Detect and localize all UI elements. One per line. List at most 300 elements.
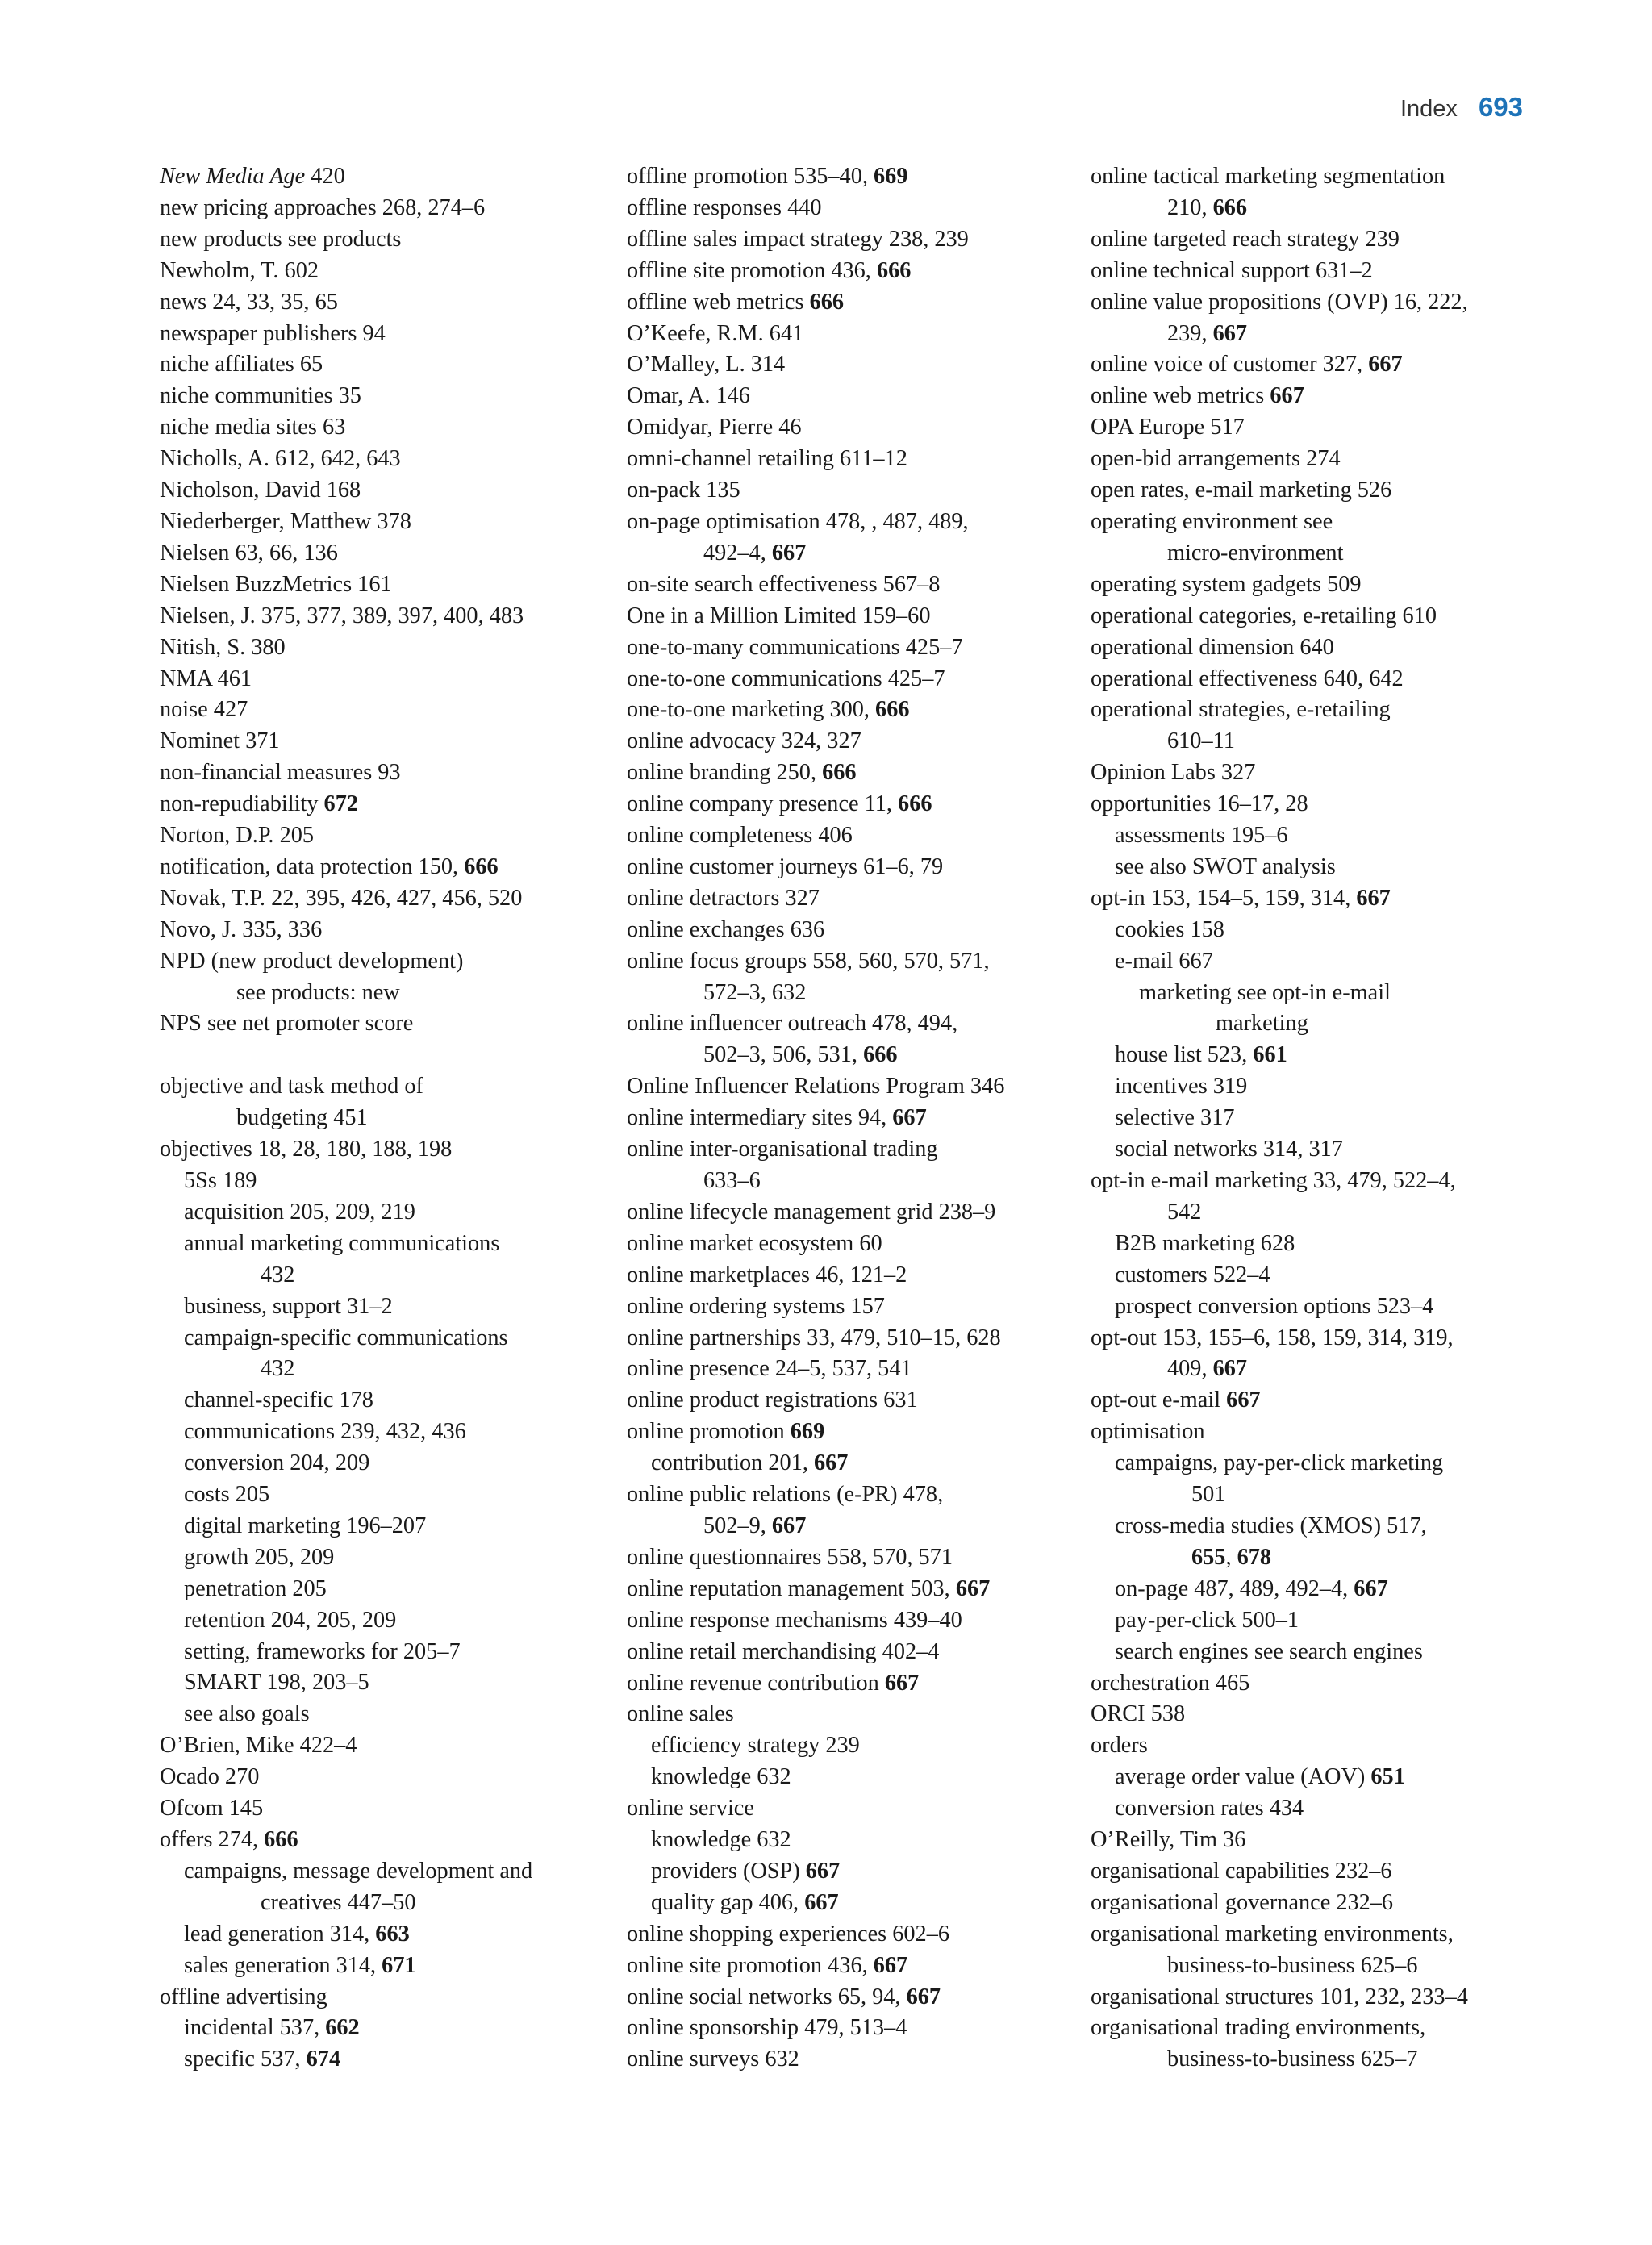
index-entry [627,1637,1078,1668]
index-entry [627,664,1078,695]
index-text: organisational capabilities 232–6 [1091,1858,1392,1884]
index-text: acquisition 205, 209, 219 [184,1199,415,1225]
index-entry [627,1668,1078,1700]
index-text: news 24, 33, 35, 65 [160,289,338,315]
index-entry [627,349,1078,381]
index-text: on-pack 135 [627,478,740,503]
index-text: objectives 18, 28, 180, 188, 198 [160,1137,453,1162]
index-subentry [1091,946,1558,978]
index-text: operating system gadgets 509 [1091,571,1362,597]
index-text: offline promotion 535–40, [627,164,874,189]
index-entry-continuation [1216,1008,1558,1040]
index-entry [1091,1166,1558,1229]
index-text: 610–11 [1167,728,1235,754]
index-entry-continuation [703,1166,1078,1197]
index-text: opt-in e-mail marketing 33, 479, 522–4, [1091,1168,1456,1193]
index-entry [627,726,1078,757]
index-entry [160,224,611,256]
index-text: SMART 198, 203–5 [184,1670,369,1696]
index-text: online value propositions (OVP) 16, 222, [1091,289,1468,315]
index-text: online customer journeys 61–6, 79 [627,853,944,879]
index-text: penetration 205 [184,1575,327,1601]
index-subentry [1091,978,1558,1041]
index-text: offers 274, [160,1827,265,1853]
index-entry [1091,161,1558,224]
index-subentry [160,1385,611,1417]
index-text: digital marketing 196–207 [184,1513,427,1538]
index-subentry [160,1605,611,1637]
index-entry [627,1605,1078,1637]
index-text: see also goals [184,1701,310,1727]
index-entry [627,601,1078,632]
index-entry-continuation [1167,1197,1558,1229]
index-subentry [160,1448,611,1479]
index-text: online focus groups 558, 560, 570, 571, [627,948,990,974]
index-text: online influencer outreach 478, 494, [627,1011,958,1037]
index-subentry [160,1699,611,1730]
index-entry [1091,1385,1558,1417]
index-locator-bold: 666 [1212,194,1248,220]
index-text: Nielsen BuzzMetrics 161 [160,571,392,597]
index-text: non-repudiability [160,791,324,817]
index-locator-bold: 666 [809,289,845,315]
index-text: 501 [1191,1482,1226,1508]
index-entry-continuation [1167,726,1558,757]
index-text: operational dimension 640 [1091,634,1334,660]
index-subentry [1091,1103,1558,1134]
index-text: opportunities 16–17, 28 [1091,791,1308,817]
index-column-1 [160,161,611,2076]
index-text: one-to-one marketing 300, [627,697,876,723]
index-entry [627,319,1078,350]
index-locator-bold: 667 [804,1889,839,1915]
index-entry [627,1951,1078,1982]
index-entry-continuation [236,1103,611,1134]
index-text: see products: new [236,979,400,1005]
index-entry [160,161,611,193]
index-entry [160,726,611,757]
index-entry [160,1762,611,1793]
index-text: Nominet 371 [160,728,280,754]
index-text: online voice of customer 327, [1091,352,1369,378]
index-entry [627,412,1078,444]
index-text: 542 [1167,1199,1202,1225]
index-text: niche communities 35 [160,383,361,409]
index-text: lead generation 314, [184,1921,376,1947]
index-text: Nielsen, J. 375, 377, 389, 397, 400, 483 [160,603,524,628]
index-text: Online Influencer Relations Program 346 [627,1074,1005,1100]
index-text: offline sales impact strategy 238, 239 [627,226,969,252]
index-text: costs 205 [184,1482,270,1508]
index-text: operational strategies, e-retailing [1091,697,1391,723]
index-text: offline web metrics [627,289,810,315]
index-text: online service [627,1796,754,1821]
index-entry [1091,601,1558,632]
index-text: prospect conversion options 523–4 [1115,1293,1434,1319]
index-text: customers 522–4 [1115,1262,1270,1287]
index-entry [627,946,1078,1009]
index-text: notification, data protection 150, [160,853,465,879]
index-text: online market ecosystem 60 [627,1230,882,1256]
index-entry [1091,1668,1558,1700]
index-subentry [627,1448,1078,1479]
index-text: new products see products [160,226,402,252]
index-locator-bold: 666 [822,760,857,786]
index-entry [160,632,611,664]
index-entry [627,1417,1078,1448]
index-text: e-mail 667 [1115,948,1213,974]
index-entry [627,852,1078,883]
index-entry [627,1479,1078,1542]
index-subentry [1091,1605,1558,1637]
index-entry [627,1354,1078,1385]
index-entry [627,1292,1078,1323]
index-subentry [160,1667,611,1699]
index-locator-bold: 674 [306,2047,341,2072]
index-text: online response mechanisms 439–40 [627,1607,962,1633]
index-text: online sponsorship 479, 513–4 [627,2015,907,2041]
index-text: marketing [1216,1011,1308,1037]
index-entry-continuation [1167,1354,1558,1385]
running-head-label: Index [1400,96,1458,122]
index-locator-bold: 669 [790,1419,825,1445]
index-text: online tactical marketing segmentation [1091,164,1446,189]
index-entry [1091,664,1558,695]
index-subentry [160,1511,611,1542]
index-text: online public relations (e-PR) 478, [627,1482,944,1508]
index-text: operating environment see [1091,508,1333,534]
index-entry [627,632,1078,664]
index-text: NPS see net promoter score [160,1011,414,1037]
index-locator-bold: 667 [892,1105,927,1131]
index-subentry [160,1951,611,1982]
index-text: online company presence 11, [627,791,899,817]
index-entry [1091,256,1558,287]
index-locator-bold: 655 [1191,1544,1226,1570]
index-text: 633–6 [703,1168,761,1193]
index-text: contribution 201, [651,1450,814,1476]
running-head [1400,92,1523,123]
index-text: retention 204, 205, 209 [184,1607,397,1633]
index-entry [160,412,611,444]
index-column-3 [1091,161,1558,2076]
index-entry [1091,287,1558,350]
index-text: Novo, J. 335, 336 [160,916,323,942]
index-entry [627,1919,1078,1951]
index-entry [627,1008,1078,1071]
index-text: Ofcom 145 [160,1796,264,1821]
index-text: online site promotion 436, [627,1952,874,1978]
index-text: search engines see search engines [1115,1638,1423,1664]
index-text: quality gap 406, [651,1889,805,1915]
index-entry-continuation [261,1888,611,1919]
index-text: online branding 250, [627,760,823,786]
index-locator-bold: 666 [264,1827,298,1853]
index-text: operational categories, e-retailing 610 [1091,603,1437,628]
index-text: on-page 487, 489, 492–4, [1115,1575,1354,1601]
index-text: offline advertising [160,1984,327,2009]
index-text: marketing see opt-in e-mail [1139,979,1391,1005]
index-text: online technical support 631–2 [1091,257,1373,283]
index-entry [160,1982,611,2013]
index-text: business, support 31–2 [184,1293,393,1319]
index-text: One in a Million Limited 159–60 [627,603,931,628]
index-text: Opinion Labs 327 [1091,760,1256,786]
index-entry [160,570,611,601]
index-entry [1091,349,1558,381]
index-locator-bold: 667 [1270,383,1304,409]
index-text: online advocacy 324, 327 [627,728,861,754]
index-text: Nitish, S. 380 [160,634,286,660]
index-text: niche affiliates 65 [160,352,323,378]
index-entry [627,2044,1078,2076]
index-entry [1091,883,1558,915]
index-entry [627,1260,1078,1292]
index-subentry [1091,1071,1558,1103]
index-text: 502–3, 506, 531, [703,1042,864,1068]
index-entry [627,1542,1078,1574]
index-entry [627,256,1078,287]
index-entry [160,287,611,319]
index-text: online completeness 406 [627,823,853,849]
index-entry [627,695,1078,726]
index-text: incentives 319 [1115,1074,1248,1100]
index-locator-bold: 662 [325,2015,360,2041]
index-text: orchestration 465 [1091,1670,1250,1696]
index-subentry [160,1919,611,1951]
index-entry [1091,1417,1558,1448]
index-text: online questionnaires 558, 570, 571 [627,1544,953,1570]
index-text: campaign-specific communications [184,1325,508,1350]
index-text: channel-specific 178 [184,1387,373,1413]
index-entry [627,789,1078,820]
index-locator-bold: 667 [771,1513,807,1538]
index-subentry [1091,1292,1558,1323]
index-text: 5Ss 189 [184,1167,257,1193]
index-entry [627,757,1078,789]
index-subentry [160,1166,611,1197]
index-text: online presence 24–5, 537, 541 [627,1356,912,1382]
index-text: 210, [1167,194,1213,220]
index-entry [160,820,611,852]
index-entry [160,193,611,224]
index-text: 420 [305,164,345,189]
index-entry [160,1730,611,1762]
index-text: knowledge 632 [651,1764,791,1790]
index-text: NMA 461 [160,666,252,691]
index-entry [160,1008,611,1040]
index-text: offline site promotion 436, [627,257,877,283]
index-subentry [1091,1134,1558,1166]
index-text: online retail merchandising 402–4 [627,1638,940,1664]
index-text: OPA Europe 517 [1091,415,1245,440]
index-text: conversion 204, 209 [184,1450,370,1476]
index-entry [627,444,1078,475]
index-entry [627,2013,1078,2044]
index-locator-bold: 667 [1212,320,1248,346]
index-text: omni-channel retailing 611–12 [627,446,907,472]
index-entry [160,319,611,350]
index-text: Omidyar, Pierre 46 [627,415,802,440]
index-text: selective 317 [1115,1105,1235,1131]
index-text: optimisation [1091,1419,1205,1445]
index-subentry [1091,1229,1558,1260]
index-text: online product registrations 631 [627,1387,918,1413]
index-text: growth 205, 209 [184,1544,335,1570]
index-text: Nicholls, A. 612, 642, 643 [160,446,401,472]
index-text: NPD (new product development) [160,948,464,974]
index-entry-continuation [1167,193,1558,224]
index-text: setting, frameworks for 205–7 [184,1638,461,1664]
index-entry-continuation [261,1354,611,1385]
index-text: online sales [627,1701,734,1727]
index-locator-bold: 672 [323,791,358,817]
index-text: 572–3, 632 [703,979,807,1005]
index-text: knowledge 632 [651,1827,791,1853]
index-locator-bold: 667 [1212,1356,1248,1382]
index-text: house list 523, [1115,1042,1254,1068]
index-text: one-to-one communications 425–7 [627,666,945,691]
index-entry [627,1385,1078,1417]
index-entry [160,852,611,883]
index-entry [1091,507,1558,570]
index-text: online lifecycle management grid 238–9 [627,1199,996,1225]
index-entry [627,475,1078,507]
index-entry [1091,632,1558,664]
index-text: cookies 158 [1115,916,1224,942]
index-subentry [627,1888,1078,1919]
index-locator-bold: 666 [875,697,910,723]
index-text: online shopping experiences 602–6 [627,1921,949,1947]
index-subentry [160,2044,611,2076]
index-locator-bold: 666 [876,257,912,283]
index-entry [1091,1919,1558,1982]
index-text: opt-in 153, 154–5, 159, 314, [1091,885,1357,911]
index-text: providers (OSP) [651,1858,806,1884]
index-entry [627,193,1078,224]
index-entry [627,915,1078,946]
index-entry [1091,570,1558,601]
index-entry-continuation [703,1040,1078,1071]
index-entry [160,256,611,287]
index-locator-bold: 666 [863,1042,898,1068]
index-text: specific 537, [184,2047,307,2072]
index-entry [160,946,611,1009]
index-text: Omar, A. 146 [627,383,750,409]
index-subentry [160,1197,611,1229]
index-subentry [1091,1040,1558,1071]
index-entry [627,381,1078,412]
index-text: new pricing approaches 268, 274–6 [160,194,486,220]
index-text: B2B marketing 628 [1115,1230,1295,1256]
index-entry [1091,1730,1558,1762]
index-subentry [627,1730,1078,1762]
index-locator-bold: 667 [906,1984,941,2009]
index-entry [1091,1982,1558,2013]
index-text: average order value (AOV) [1115,1764,1371,1790]
index-text: one-to-many communications 425–7 [627,634,963,660]
index-subentry [1091,1637,1558,1668]
index-text: pay-per-click 500–1 [1115,1607,1299,1633]
index-subentry [160,1574,611,1605]
index-locator-bold: 667 [771,540,807,565]
index-entry [627,1197,1078,1229]
index-text: offline responses 440 [627,194,822,220]
index-entry-continuation [236,978,611,1009]
index-text: online surveys 632 [627,2047,799,2072]
index-text: objective and task method of [160,1074,423,1100]
index-text: campaigns, message development and [184,1858,533,1884]
index-locator-bold: 651 [1370,1764,1405,1790]
index-text: operational effectiveness 640, 642 [1091,666,1404,691]
index-subentry [627,1856,1078,1888]
index-text: Niederberger, Matthew 378 [160,508,411,534]
index-text: 239, [1167,320,1213,346]
index-text: organisational marketing environments, [1091,1921,1454,1947]
index-locator-bold: 669 [874,164,908,189]
index-text: online web metrics [1091,383,1270,409]
index-subentry [1091,1511,1558,1574]
index-text: online intermediary sites 94, [627,1105,893,1131]
index-text: conversion rates 434 [1115,1796,1304,1821]
index-text: Nicholson, David 168 [160,478,361,503]
index-entry [160,444,611,475]
index-locator-bold: 667 [814,1450,849,1476]
index-locator-bold: 667 [1356,885,1391,911]
index-subentry [160,1856,611,1919]
index-subentry [1091,1574,1558,1605]
index-entry [1091,1825,1558,1856]
index-text: organisational structures 101, 232, 233–4 [1091,1984,1468,2009]
index-text: open rates, e-mail marketing 526 [1091,478,1392,503]
index-entry [627,1103,1078,1134]
index-entry [1091,695,1558,757]
index-entry [1091,1323,1558,1386]
index-locator-bold: 678 [1237,1544,1272,1570]
index-text: online promotion [627,1419,791,1445]
index-entry [160,507,611,538]
index-entry-continuation [703,978,1078,1009]
index-entry-continuation [261,1260,611,1292]
index-text: online exchanges 636 [627,916,825,942]
index-subentry [1091,1448,1558,1511]
index-entry [627,1699,1078,1730]
index-entry [1091,1856,1558,1888]
index-text: annual marketing communications [184,1230,500,1256]
index-entry [1091,381,1558,412]
index-text: sales generation 314, [184,1952,382,1978]
index-entry [627,1982,1078,2013]
index-text: organisational trading environments, [1091,2015,1426,2041]
index-subentry [1091,1762,1558,1793]
index-text: online reputation management 503, [627,1575,956,1601]
index-entry [1091,1888,1558,1919]
index-entry [627,507,1078,570]
index-text: O’Reilly, Tim 36 [1091,1827,1246,1853]
index-entry [1091,475,1558,507]
index-entry [627,1134,1078,1197]
index-locator-bold: 667 [1354,1575,1388,1601]
index-text: online ordering systems 157 [627,1293,885,1319]
index-entry [1091,757,1558,789]
index-text: ORCI 538 [1091,1701,1186,1727]
index-subentry [160,1417,611,1448]
index-entry [627,1323,1078,1354]
index-entry [1091,789,1558,820]
index-entry [627,287,1078,319]
index-text: online targeted reach strategy 239 [1091,226,1400,252]
index-text: see also SWOT analysis [1115,853,1336,879]
